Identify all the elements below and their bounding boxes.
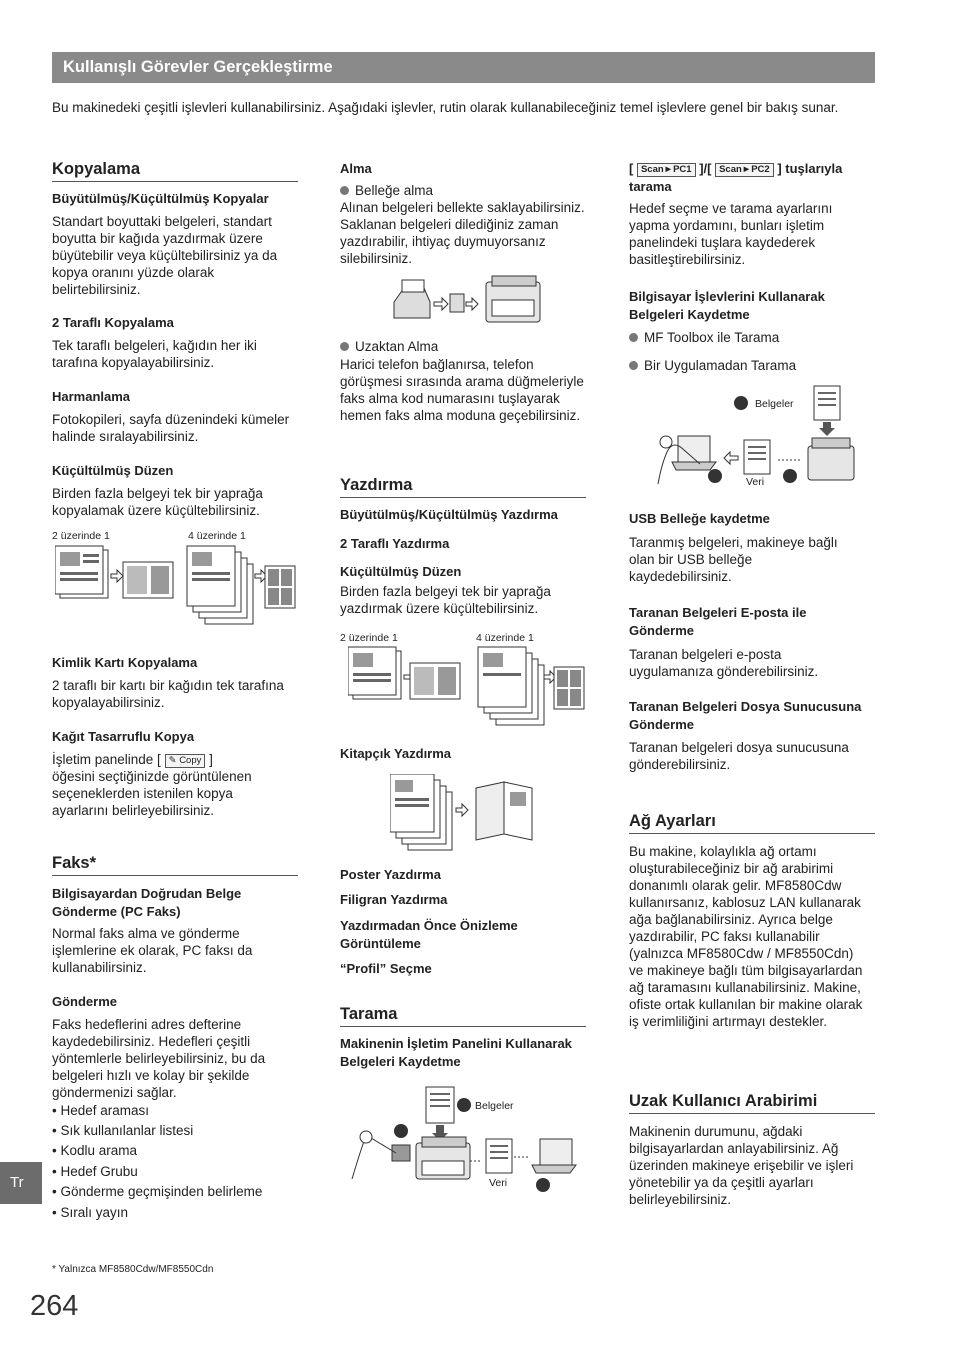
section-banner [52, 52, 875, 83]
text-y3: Birden fazla belgeyi tek bir yaprağa yazdırmak üzere küçültebilirsiniz. [340, 584, 551, 616]
language-tab: Tr [0, 1162, 42, 1204]
heading-buyutulmus: Büyütülmüş/Küçültülmüş Kopyalar [52, 191, 269, 206]
heading-scan-keys: [ Scan►PC1 ]/[ Scan►PC2 ] tuşlarıyla [629, 161, 843, 176]
heading-alma: Alma [340, 161, 372, 176]
text-kucultulmus: Birden fazla belgeyi tek bir yaprağa kopyalamak üzere küçültebilirsiniz. [52, 486, 263, 518]
heading-pcfaks: Bilgisayardan Doğrudan Belge Gönderme (PC Faks) [52, 886, 242, 919]
heading-ag: Ağ Ayarları [629, 812, 875, 834]
heading-eposta: Taranan Belgeleri E-posta ile Gönderme [629, 605, 807, 638]
heading-onizleme: Yazdırmadan Önce Önizleme Görüntüleme [340, 918, 518, 951]
heading-usb: USB Belleğe kaydetme [629, 511, 770, 526]
copy-icon: ✎ [168, 755, 177, 766]
heading-kagit: Kağıt Tasarruflu Kopya [52, 729, 195, 744]
text-scan-keys: Hedef seçme ve tarama ayarlarını yapma yordamını, bunları işletim panelindeki tuşlara kaydederek basitleştirebilirsiniz. [629, 201, 833, 267]
copy-key-tag: ✎ Copy [165, 754, 206, 768]
label-belgeler: Belgeler [755, 398, 794, 410]
text-2tarafli: Tek taraflı belgeleri, kağıdın her iki tarafına kopyalayabilirsiniz. [52, 338, 257, 370]
text-usb: Taranmış belgeleri, makineye bağlı olan bir USB belleğe kaydedebilirsiniz. [629, 535, 838, 584]
list-item: • Kodlu arama [52, 1143, 138, 1158]
booklet-print-illustration [390, 774, 540, 854]
heading-2tarafli: 2 Taraflı Kopyalama [52, 315, 174, 330]
text-harmanlama: Fotokopileri, sayfa düzenindeki kümeler halinde sıralayabilirsiniz. [52, 412, 290, 444]
text-kagit: öğesini seçtiğinizde görüntülenen seçeneklerden istenilen kopya ayarlarını belirleyebilirsiniz. [52, 769, 252, 818]
page-number: 264 [30, 1290, 79, 1322]
memory-receive-illustration [388, 272, 558, 330]
heading-filigran: Filigran Yazdırma [340, 892, 448, 907]
text-buyutulmus: Standart boyuttaki belgeleri, standart boyutta bir kağıda yazdırmak üzere büyütebilir veya küçültebilirsiniz ya da kopya oranını yüzde olarak belirtebilirsiniz. [52, 214, 278, 297]
bullet-bellege: Belleğe alma [340, 183, 433, 198]
section-title: Kullanışlı Görevler Gerçekleştirme [63, 58, 333, 76]
label-belgeler: Belgeler [475, 1100, 514, 1112]
label-4-uzerinde-1: 4 üzerinde 1 [476, 632, 534, 644]
list-item: • Hedef araması [52, 1103, 150, 1118]
bullet-mf-toolbox: MF Toolbox ile Tarama [629, 330, 779, 345]
heading-kimlik: Kimlik Kartı Kopyalama [52, 655, 198, 670]
bullet-dot-icon [340, 186, 349, 195]
text-pcfaks: Normal faks alma ve gönderme işlemlerine ek olarak, PC faksı da kullanabilirsiniz. [52, 926, 253, 975]
reduced-layout-print-illustration [348, 645, 593, 731]
panel-scan-illustration [348, 1083, 583, 1198]
heading-harmanlama: Harmanlama [52, 389, 131, 404]
bullet-dot-icon [340, 342, 349, 351]
heading-kucultulmus: Küçültülmüş Düzen [52, 463, 174, 478]
label-2-uzerinde-1: 2 üzerinde 1 [52, 530, 110, 542]
text-ag: Bu makine, kolaylıkla ağ ortamı oluşturabileceğiniz bir ağ arabirimi donanımlı olarak gelir. MF8580Cdw kullanırsanız, kablosuz LAN kullanarak ağa bağlanabilirsiniz. Ayrıca belge yazdırabilir, PC faksı kullanabilir (yalnızca MF8580Cdw / MF8550Cdn) ve makineye bağlı tüm bilgisayarlardan ağ taramasını kullanabilirsiniz. Makine, ofiste ortak kullanılan bir makine olarak iş verimliliğini artırmayı destekler. [629, 844, 863, 1029]
label-2-uzerinde-1: 2 üzerinde 1 [340, 632, 398, 644]
heading-y1: Büyütülmüş/Küçültülmüş Yazdırma [340, 507, 558, 522]
heading-dosya: Taranan Belgeleri Dosya Sunucusuna Gönderme [629, 699, 862, 732]
heading-tarama: Tarama [340, 1005, 586, 1027]
heading-poster: Poster Yazdırma [340, 867, 441, 882]
heading-makinenin: Makinenin İşletim Panelini Kullanarak Belgeleri Kaydetme [340, 1036, 572, 1069]
heading-bilgisayar: Bilgisayar İşlevlerini Kullanarak Belgeleri Kaydetme [629, 289, 825, 322]
text-dosya: Taranan belgeleri dosya sunucusuna gönderebilirsiniz. [629, 740, 849, 772]
text-gonderme: Faks hedeflerini adres defterine kaydedebilirsiniz. Hedefleri çeşitli yöntemlerle belirleyebilirsiniz, bu da belgeleri hızlı ve kolay bir şekilde göndermenizi sağlar. [52, 1017, 266, 1100]
text-eposta: Taranan belgeleri e-posta uygulamanıza gönderebilirsiniz. [629, 647, 819, 679]
heading-faks: Faks* [52, 854, 298, 876]
label-veri: Veri [746, 476, 765, 488]
heading-uzak: Uzak Kullanıcı Arabirimi [629, 1092, 875, 1114]
heading-yazdirma: Yazdırma [340, 476, 586, 498]
text-kagit-line1: İşletim panelinde [ ✎ Copy ] [52, 752, 213, 767]
text-kimlik: 2 taraflı bir kartı bir kağıdın tek tarafına kopyalayabilirsiniz. [52, 678, 284, 710]
heading-gonderme: Gönderme [52, 994, 118, 1009]
bullet-uygulama: Bir Uygulamadan Tarama [629, 358, 796, 373]
footnote: * Yalnızca MF8580Cdw/MF8550Cdn [52, 1264, 214, 1275]
bullet-dot-icon [629, 333, 638, 342]
intro-text: Bu makinedeki çeşitli işlevleri kullanabilirsiniz. Aşağıdaki işlevler, rutin olarak kullanabileceğiniz temel işlevlere genel bir bakış sunar. [52, 100, 839, 115]
list-item: • Sıralı yayın [52, 1205, 129, 1220]
list-item: • Sık kullanılanlar listesi [52, 1123, 194, 1138]
text-uzak: Makinenin durumunu, ağdaki bilgisayarlardan anlayabilirsiniz. Ağ üzerinden makineye erişebilir ve işleri yönetebilir ya da çeşitli ayarları belirleyebilirsiniz. [629, 1124, 854, 1207]
list-item: • Gönderme geçmişinden belirleme [52, 1184, 263, 1199]
label-4-uzerinde-1: 4 üzerinde 1 [188, 530, 246, 542]
heading-kitapcik: Kitapçık Yazdırma [340, 746, 452, 761]
text-bellege: Alınan belgeleri bellekte saklayabilirsiniz. Saklanan belgeleri dilediğiniz zaman yazdırabilir, ihtiyaç duymuyorsanız silebilirsiniz. [340, 200, 585, 266]
heading-kopyalama: Kopyalama [52, 160, 298, 182]
label-veri: Veri [489, 1177, 508, 1189]
bullet-uzaktan: Uzaktan Alma [340, 339, 438, 354]
scan-pc2-key-tag: Scan►PC2 [715, 163, 774, 177]
heading-y2: 2 Taraflı Yazdırma [340, 536, 450, 551]
text-uzaktan: Harici telefon bağlanırsa, telefon görüşmesi sırasında arama düğmeleriyle faks alma kod numarasını tuşlayarak hemen faks alma moduna geçebilirsiniz. [340, 357, 584, 423]
list-item: • Hedef Grubu [52, 1164, 138, 1179]
heading-scan-keys-2: tarama [629, 179, 672, 194]
heading-profil: “Profil” Seçme [340, 961, 432, 976]
heading-y3: Küçültülmüş Düzen [340, 564, 462, 579]
reduced-layout-copy-illustration [55, 544, 300, 630]
bullet-dot-icon [629, 361, 638, 370]
scan-pc1-key-tag: Scan►PC1 [637, 163, 696, 177]
